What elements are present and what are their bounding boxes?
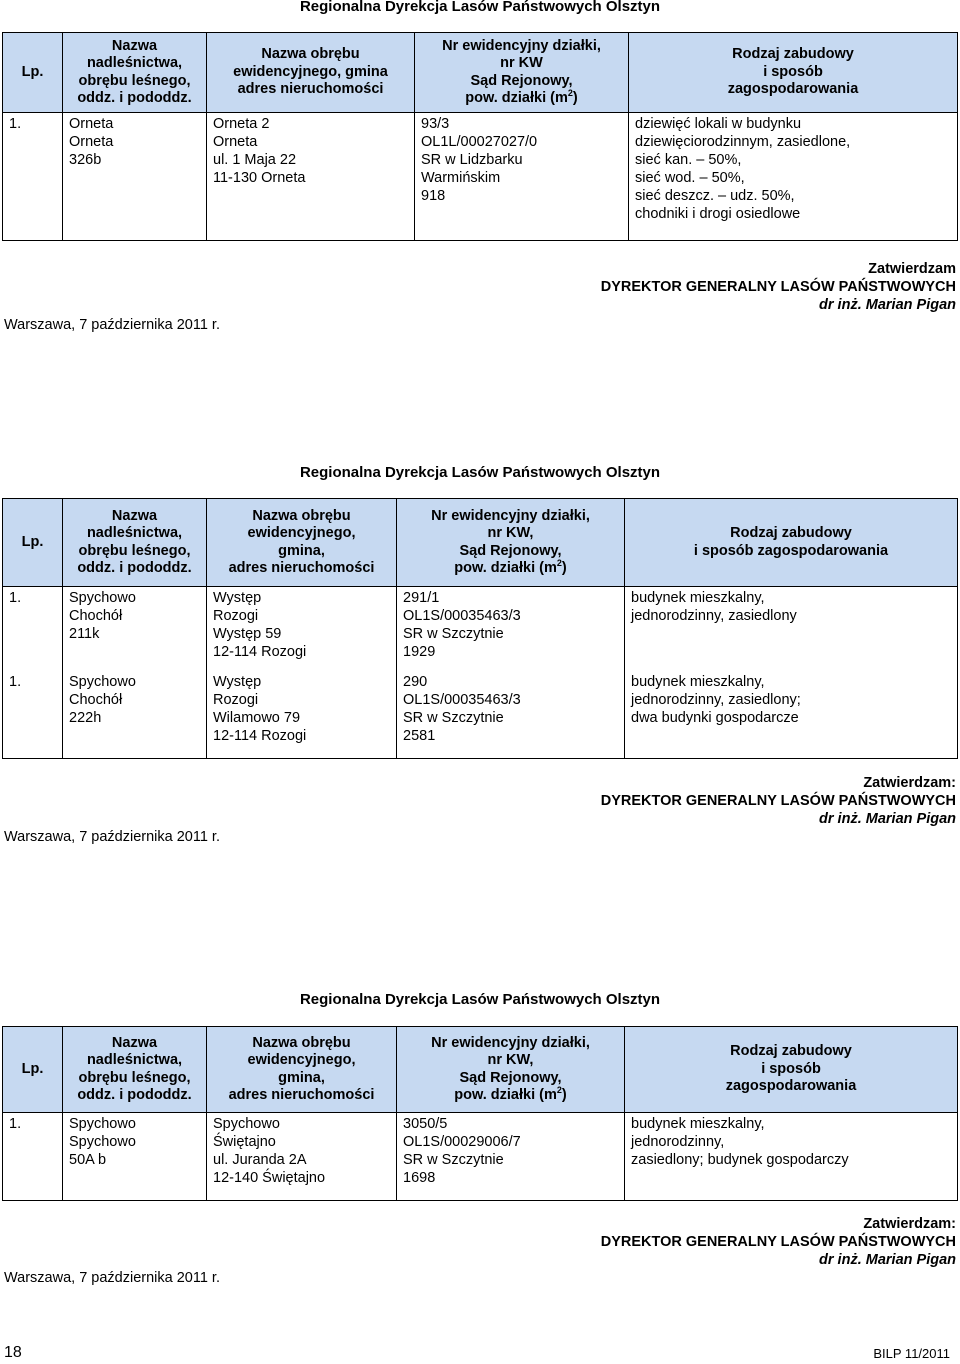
- approval-label: Zatwierdzam: [868, 261, 956, 277]
- cell-obreb: Występ Rozogi Występ 59 12-114 Rozogi: [207, 587, 397, 671]
- publication-issue: BILP 11/2011: [873, 1346, 950, 1361]
- signatory-name: dr inż. Marian Pigan: [819, 297, 956, 313]
- table-row: [3, 1113, 958, 1201]
- signatory-name: dr inż. Marian Pigan: [819, 1252, 956, 1268]
- register-table: [2, 1026, 958, 1201]
- cell-nadlesnictwo: Spychowo Chochół 222h: [63, 671, 207, 759]
- header-obreb: Nazwa obrębu ewidencyjnego, gmina, adres nieruchomości: [207, 499, 397, 587]
- cell-nr-ewidencyjny: 291/1 OL1S/00035463/3 SR w Szczytnie 1929: [397, 587, 625, 671]
- header-nadlesnictwo: Nazwa nadleśnictwa, obrębu leśnego, oddz. i pododdz.: [63, 499, 207, 587]
- cell-lp: 1.: [3, 587, 63, 671]
- cell-nr-ewidencyjny: 93/3 OL1L/00027027/0 SR w Lidzbarku Warmińskim 918: [415, 113, 629, 241]
- cell-rodzaj-zabudowy: budynek mieszkalny, jednorodzinny, zasiedlony: [625, 587, 958, 671]
- table-row: [3, 587, 958, 671]
- header-obreb: Nazwa obrębu ewidencyjnego, gmina adres nieruchomości: [207, 33, 415, 113]
- section-title: Regionalna Dyrekcja Lasów Państwowych Olsztyn: [299, 464, 661, 481]
- approval-block: [601, 260, 956, 314]
- date-line: Warszawa, 7 października 2011 r.: [4, 829, 220, 845]
- register-table: [2, 498, 958, 759]
- header-nr-ewidencyjny: Nr ewidencyjny działki, nr KW, Sąd Rejonowy, pow. działki $(m^2)$: [397, 1027, 625, 1113]
- register-table: [2, 32, 958, 241]
- approval-block: [601, 1215, 956, 1269]
- signatory-name: dr inż. Marian Pigan: [819, 811, 956, 827]
- table-row: [3, 671, 958, 759]
- date-line: Warszawa, 7 października 2011 r.: [4, 1270, 220, 1286]
- header-nadlesnictwo: Nazwa nadleśnictwa, obrębu leśnego, oddz. i pododdz.: [63, 33, 207, 113]
- header-rodzaj-zabudowy: Rodzaj zabudowy i sposób zagospodarowania: [629, 33, 958, 113]
- cell-obreb: Występ Rozogi Wilamowo 79 12-114 Rozogi: [207, 671, 397, 759]
- page-footer: [0, 1344, 960, 1364]
- cell-rodzaj-zabudowy: budynek mieszkalny, jednorodzinny, zasiedlony; dwa budynki gospodarcze: [625, 671, 958, 759]
- page-number: 18: [4, 1344, 22, 1361]
- section-title: Regionalna Dyrekcja Lasów Państwowych Olsztyn: [299, 991, 661, 1008]
- header-rodzaj-zabudowy: Rodzaj zabudowy i sposób zagospodarowania: [625, 499, 958, 587]
- header-lp: Lp.: [3, 33, 63, 113]
- cell-obreb: Spychowo Świętajno ul. Juranda 2A 12-140 Świętajno: [207, 1113, 397, 1201]
- cell-lp: 1.: [3, 671, 63, 759]
- header-rodzaj-zabudowy: Rodzaj zabudowy i sposób zagospodarowania: [625, 1027, 958, 1113]
- director-title: DYREKTOR GENERALNY LASÓW PAŃSTWOWYCH: [600, 279, 956, 295]
- date-line: Warszawa, 7 października 2011 r.: [4, 317, 220, 333]
- header-nr-ewidencyjny: Nr ewidencyjny działki, nr KW, Sąd Rejonowy, pow. działki $(m^2)$: [397, 499, 625, 587]
- director-title: DYREKTOR GENERALNY LASÓW PAŃSTWOWYCH: [600, 793, 956, 809]
- header-lp: Lp.: [3, 499, 63, 587]
- table-row: [3, 113, 958, 241]
- header-nr-ewidencyjny: Nr ewidencyjny działki, nr KW Sąd Rejonowy, pow. działki $(m^2)$: [415, 33, 629, 113]
- cell-nr-ewidencyjny: 290 OL1S/00035463/3 SR w Szczytnie 2581: [397, 671, 625, 759]
- header-nadlesnictwo: Nazwa nadleśnictwa, obrębu leśnego, oddz. i pododdz.: [63, 1027, 207, 1113]
- approval-label: Zatwierdzam:: [863, 775, 956, 791]
- approval-block: [601, 774, 956, 828]
- header-obreb: Nazwa obrębu ewidencyjnego, gmina, adres nieruchomości: [207, 1027, 397, 1113]
- approval-label: Zatwierdzam:: [863, 1216, 956, 1232]
- section-title: Regionalna Dyrekcja Lasów Państwowych Olsztyn: [299, 0, 661, 15]
- cell-nadlesnictwo: Orneta Orneta 326b: [63, 113, 207, 241]
- director-title: DYREKTOR GENERALNY LASÓW PAŃSTWOWYCH: [600, 1234, 956, 1250]
- cell-nadlesnictwo: Spychowo Chochół 211k: [63, 587, 207, 671]
- header-lp: Lp.: [3, 1027, 63, 1113]
- cell-lp: 1.: [3, 113, 63, 241]
- cell-nr-ewidencyjny: 3050/5 OL1S/00029006/7 SR w Szczytnie 1698: [397, 1113, 625, 1201]
- cell-lp: 1.: [3, 1113, 63, 1201]
- cell-rodzaj-zabudowy: budynek mieszkalny, jednorodzinny, zasiedlony; budynek gospodarczy: [625, 1113, 958, 1201]
- cell-obreb: Orneta 2 Orneta ul. 1 Maja 22 11-130 Orneta: [207, 113, 415, 241]
- cell-rodzaj-zabudowy: dziewięć lokali w budynku dziewięciorodzinnym, zasiedlone, sieć kan. – 50%, sieć wod. – 50%, sieć deszcz. – udz. 50%, chodniki i drogi osiedlowe: [629, 113, 958, 241]
- cell-nadlesnictwo: Spychowo Spychowo 50A b: [63, 1113, 207, 1201]
